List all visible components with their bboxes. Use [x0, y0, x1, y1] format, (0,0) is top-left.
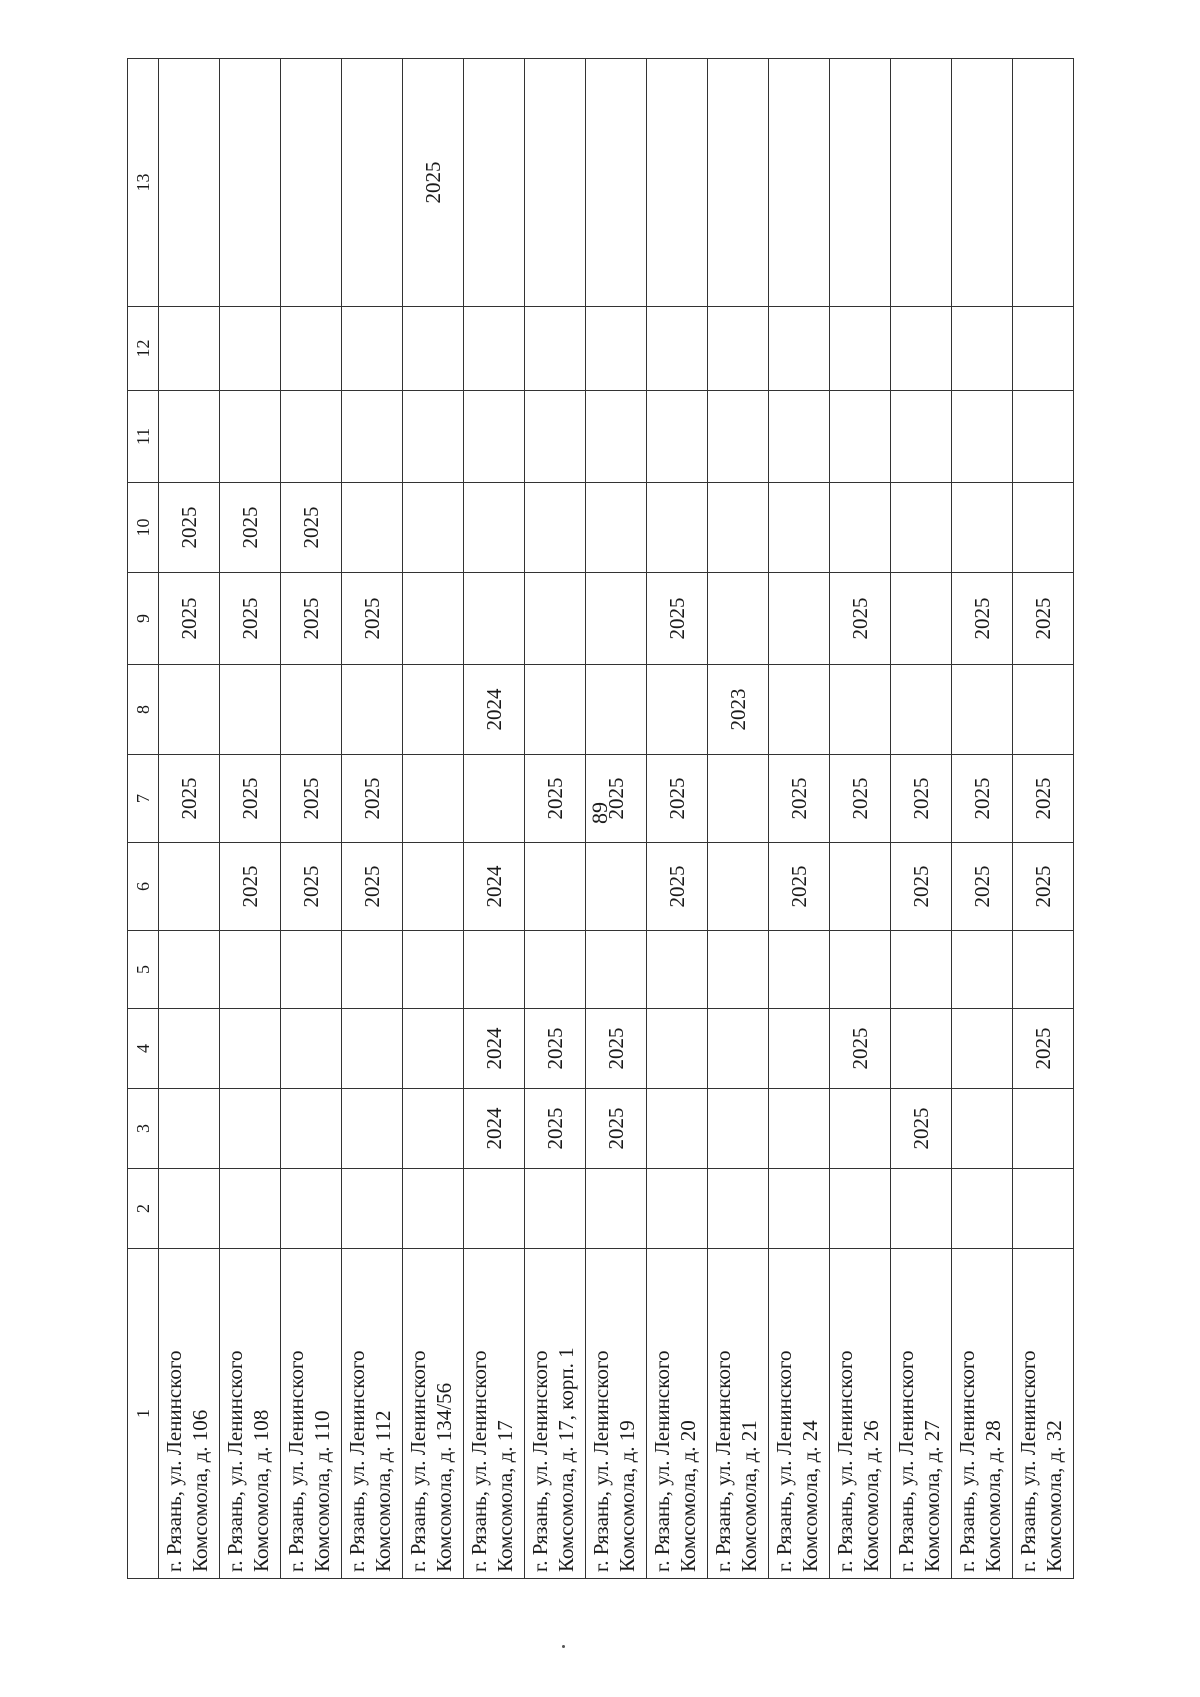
year-cell-col-3 — [281, 1089, 342, 1169]
year-cell-col-7 — [403, 755, 464, 843]
year-cell-col-2 — [1013, 1169, 1074, 1249]
header-row — [128, 59, 159, 1579]
year-cell-col-7: 2025 — [769, 755, 830, 843]
address-cell: г. Рязань, ул. Ленинского Комсомола, д. 17 — [464, 1249, 525, 1579]
address-cell: г. Рязань, ул. Ленинского Комсомола, д. 28 — [952, 1249, 1013, 1579]
year-cell-col-13 — [586, 59, 647, 307]
table-container — [127, 79, 1066, 1579]
year-cell-col-11 — [769, 391, 830, 483]
year-cell-col-8 — [891, 665, 952, 755]
year-cell-col-13 — [525, 59, 586, 307]
year-cell-col-6: 2025 — [891, 843, 952, 931]
address-cell: г. Рязань, ул. Ленинского Комсомола, д. 21 — [708, 1249, 769, 1579]
year-cell-col-2 — [403, 1169, 464, 1249]
year-cell-col-9: 2025 — [1013, 573, 1074, 665]
year-cell-col-11 — [342, 391, 403, 483]
year-cell-col-10 — [891, 483, 952, 573]
year-cell-col-12 — [220, 307, 281, 391]
year-cell-col-2 — [281, 1169, 342, 1249]
year-cell-col-8 — [952, 665, 1013, 755]
table-row — [220, 59, 281, 1579]
year-cell-col-4 — [891, 1009, 952, 1089]
year-cell-col-10 — [830, 483, 891, 573]
table-row — [647, 59, 708, 1579]
column-header-6: 6 — [128, 843, 159, 931]
year-cell-col-12 — [952, 307, 1013, 391]
year-cell-col-10: 2025 — [281, 483, 342, 573]
year-cell-col-11 — [891, 391, 952, 483]
year-cell-col-6 — [159, 843, 220, 931]
year-cell-col-6: 2025 — [952, 843, 1013, 931]
year-cell-col-11 — [159, 391, 220, 483]
year-cell-col-4 — [403, 1009, 464, 1089]
year-cell-col-13 — [830, 59, 891, 307]
year-cell-col-8 — [647, 665, 708, 755]
year-cell-col-5 — [586, 931, 647, 1009]
year-cell-col-2 — [220, 1169, 281, 1249]
year-cell-col-13: 2025 — [403, 59, 464, 307]
year-cell-col-8 — [403, 665, 464, 755]
year-cell-col-3 — [708, 1089, 769, 1169]
address-cell: г. Рязань, ул. Ленинского Комсомола, д. 20 — [647, 1249, 708, 1579]
table-row — [281, 59, 342, 1579]
year-cell-col-9: 2025 — [159, 573, 220, 665]
year-cell-col-5 — [952, 931, 1013, 1009]
year-cell-col-13 — [159, 59, 220, 307]
year-cell-col-3: 2025 — [891, 1089, 952, 1169]
year-cell-col-4 — [281, 1009, 342, 1089]
year-cell-col-2 — [708, 1169, 769, 1249]
year-cell-col-6: 2025 — [342, 843, 403, 931]
year-cell-col-13 — [708, 59, 769, 307]
year-cell-col-2 — [830, 1169, 891, 1249]
year-cell-col-5 — [342, 931, 403, 1009]
column-header-4: 4 — [128, 1009, 159, 1089]
year-cell-col-7: 2025 — [281, 755, 342, 843]
year-cell-col-8: 2023 — [708, 665, 769, 755]
year-cell-col-10 — [952, 483, 1013, 573]
year-cell-col-13 — [281, 59, 342, 307]
year-cell-col-11 — [464, 391, 525, 483]
year-cell-col-6 — [586, 843, 647, 931]
table-row — [708, 59, 769, 1579]
year-cell-col-13 — [891, 59, 952, 307]
year-cell-col-8 — [159, 665, 220, 755]
year-cell-col-2 — [952, 1169, 1013, 1249]
year-cell-col-7: 2025 — [342, 755, 403, 843]
year-cell-col-9: 2025 — [647, 573, 708, 665]
year-cell-col-8 — [525, 665, 586, 755]
year-cell-col-9 — [769, 573, 830, 665]
year-cell-col-5 — [830, 931, 891, 1009]
year-cell-col-13 — [952, 59, 1013, 307]
year-cell-col-12 — [891, 307, 952, 391]
year-cell-col-2 — [342, 1169, 403, 1249]
year-cell-col-4: 2025 — [586, 1009, 647, 1089]
address-cell: г. Рязань, ул. Ленинского Комсомола, д. 19 — [586, 1249, 647, 1579]
year-cell-col-13 — [1013, 59, 1074, 307]
address-cell: г. Рязань, ул. Ленинского Комсомола, д. 108 — [220, 1249, 281, 1579]
column-header-11: 11 — [128, 391, 159, 483]
column-header-8: 8 — [128, 665, 159, 755]
year-cell-col-11 — [525, 391, 586, 483]
year-cell-col-12 — [342, 307, 403, 391]
year-cell-col-10 — [586, 483, 647, 573]
year-cell-col-9: 2025 — [220, 573, 281, 665]
year-cell-col-12 — [1013, 307, 1074, 391]
year-cell-col-12 — [647, 307, 708, 391]
year-cell-col-11 — [952, 391, 1013, 483]
year-cell-col-9: 2025 — [281, 573, 342, 665]
year-cell-col-9: 2025 — [342, 573, 403, 665]
year-cell-col-8: 2024 — [464, 665, 525, 755]
year-cell-col-3 — [830, 1089, 891, 1169]
year-cell-col-8 — [830, 665, 891, 755]
year-cell-col-13 — [464, 59, 525, 307]
year-cell-col-9 — [525, 573, 586, 665]
table-row — [830, 59, 891, 1579]
year-cell-col-7: 2025 — [830, 755, 891, 843]
year-cell-col-4 — [159, 1009, 220, 1089]
year-cell-col-3: 2025 — [586, 1089, 647, 1169]
year-cell-col-2 — [891, 1169, 952, 1249]
year-cell-col-8 — [220, 665, 281, 755]
year-cell-col-9 — [891, 573, 952, 665]
year-cell-col-5 — [525, 931, 586, 1009]
column-header-3: 3 — [128, 1089, 159, 1169]
year-cell-col-5 — [1013, 931, 1074, 1009]
year-cell-col-10 — [647, 483, 708, 573]
year-cell-col-5 — [708, 931, 769, 1009]
year-cell-col-10 — [769, 483, 830, 573]
year-cell-col-7: 2025 — [891, 755, 952, 843]
year-cell-col-6: 2024 — [464, 843, 525, 931]
year-cell-col-6: 2025 — [1013, 843, 1074, 931]
year-cell-col-13 — [647, 59, 708, 307]
column-header-1: 1 — [128, 1249, 159, 1579]
year-cell-col-2 — [159, 1169, 220, 1249]
address-cell: г. Рязань, ул. Ленинского Комсомола, д. 17, корп. 1 — [525, 1249, 586, 1579]
year-cell-col-6: 2025 — [647, 843, 708, 931]
year-cell-col-10: 2025 — [159, 483, 220, 573]
year-cell-col-5 — [159, 931, 220, 1009]
table-row — [586, 59, 647, 1579]
year-cell-col-4 — [769, 1009, 830, 1089]
year-cell-col-6 — [830, 843, 891, 931]
year-cell-col-7: 2025 — [220, 755, 281, 843]
year-cell-col-11 — [586, 391, 647, 483]
scan-artifact-dot — [562, 1645, 565, 1648]
table-row — [342, 59, 403, 1579]
year-cell-col-2 — [525, 1169, 586, 1249]
year-cell-col-12 — [159, 307, 220, 391]
year-cell-col-3 — [1013, 1089, 1074, 1169]
year-cell-col-10 — [1013, 483, 1074, 573]
year-cell-col-7 — [464, 755, 525, 843]
year-cell-col-6: 2025 — [281, 843, 342, 931]
table-row — [1013, 59, 1074, 1579]
year-cell-col-5 — [769, 931, 830, 1009]
year-cell-col-12 — [281, 307, 342, 391]
year-cell-col-12 — [586, 307, 647, 391]
year-cell-col-7: 2025 — [647, 755, 708, 843]
year-cell-col-9 — [708, 573, 769, 665]
year-cell-col-4: 2025 — [830, 1009, 891, 1089]
address-cell: г. Рязань, ул. Ленинского Комсомола, д. 32 — [1013, 1249, 1074, 1579]
year-cell-col-12 — [525, 307, 586, 391]
year-cell-col-5 — [464, 931, 525, 1009]
year-cell-col-3 — [220, 1089, 281, 1169]
year-cell-col-4 — [342, 1009, 403, 1089]
year-cell-col-7: 2025 — [159, 755, 220, 843]
column-header-13: 13 — [128, 59, 159, 307]
year-cell-col-3 — [769, 1089, 830, 1169]
table-row — [769, 59, 830, 1579]
year-cell-col-12 — [830, 307, 891, 391]
table-row — [525, 59, 586, 1579]
column-header-7: 7 — [128, 755, 159, 843]
page-number: 89 — [587, 802, 612, 824]
year-cell-col-11 — [1013, 391, 1074, 483]
column-header-10: 10 — [128, 483, 159, 573]
year-cell-col-2 — [464, 1169, 525, 1249]
year-cell-col-6 — [708, 843, 769, 931]
year-cell-col-7 — [708, 755, 769, 843]
year-cell-col-8 — [281, 665, 342, 755]
year-cell-col-4: 2024 — [464, 1009, 525, 1089]
year-cell-col-3 — [159, 1089, 220, 1169]
column-header-2: 2 — [128, 1169, 159, 1249]
year-cell-col-13 — [220, 59, 281, 307]
year-cell-col-13 — [342, 59, 403, 307]
year-cell-col-6 — [403, 843, 464, 931]
column-header-5: 5 — [128, 931, 159, 1009]
table-body — [159, 59, 1074, 1579]
table-row — [952, 59, 1013, 1579]
year-cell-col-12 — [708, 307, 769, 391]
year-cell-col-4 — [952, 1009, 1013, 1089]
year-cell-col-3: 2024 — [464, 1089, 525, 1169]
table-row — [403, 59, 464, 1579]
column-header-12: 12 — [128, 307, 159, 391]
year-cell-col-8 — [342, 665, 403, 755]
year-cell-col-11 — [403, 391, 464, 483]
year-cell-col-2 — [647, 1169, 708, 1249]
year-cell-col-3 — [647, 1089, 708, 1169]
year-cell-col-7: 2025 — [1013, 755, 1074, 843]
year-cell-col-4 — [647, 1009, 708, 1089]
year-cell-col-9: 2025 — [952, 573, 1013, 665]
address-cell: г. Рязань, ул. Ленинского Комсомола, д. 27 — [891, 1249, 952, 1579]
address-cell: г. Рязань, ул. Ленинского Комсомола, д. 110 — [281, 1249, 342, 1579]
year-cell-col-4: 2025 — [525, 1009, 586, 1089]
year-cell-col-10: 2025 — [220, 483, 281, 573]
year-cell-col-7: 2025 — [952, 755, 1013, 843]
year-cell-col-7: 2025 — [525, 755, 586, 843]
address-cell: г. Рязань, ул. Ленинского Комсомола, д. 26 — [830, 1249, 891, 1579]
schedule-table — [127, 58, 1074, 1579]
year-cell-col-10 — [342, 483, 403, 573]
year-cell-col-5 — [220, 931, 281, 1009]
year-cell-col-4 — [708, 1009, 769, 1089]
year-cell-col-12 — [769, 307, 830, 391]
year-cell-col-7: 2025 — [586, 755, 647, 843]
table-row — [159, 59, 220, 1579]
year-cell-col-6: 2025 — [769, 843, 830, 931]
year-cell-col-12 — [403, 307, 464, 391]
year-cell-col-9 — [464, 573, 525, 665]
year-cell-col-8 — [1013, 665, 1074, 755]
year-cell-col-10 — [708, 483, 769, 573]
year-cell-col-3 — [952, 1089, 1013, 1169]
year-cell-col-2 — [769, 1169, 830, 1249]
year-cell-col-5 — [281, 931, 342, 1009]
year-cell-col-11 — [647, 391, 708, 483]
year-cell-col-5 — [647, 931, 708, 1009]
year-cell-col-9 — [586, 573, 647, 665]
address-cell: г. Рязань, ул. Ленинского Комсомола, д. 112 — [342, 1249, 403, 1579]
year-cell-col-3 — [342, 1089, 403, 1169]
address-cell: г. Рязань, ул. Ленинского Комсомола, д. 106 — [159, 1249, 220, 1579]
year-cell-col-12 — [464, 307, 525, 391]
year-cell-col-11 — [830, 391, 891, 483]
table-row — [464, 59, 525, 1579]
year-cell-col-5 — [891, 931, 952, 1009]
year-cell-col-10 — [525, 483, 586, 573]
year-cell-col-6 — [525, 843, 586, 931]
year-cell-col-11 — [281, 391, 342, 483]
address-cell: г. Рязань, ул. Ленинского Комсомола, д. 134/56 — [403, 1249, 464, 1579]
year-cell-col-10 — [403, 483, 464, 573]
year-cell-col-4 — [220, 1009, 281, 1089]
address-cell: г. Рязань, ул. Ленинского Комсомола, д. 24 — [769, 1249, 830, 1579]
year-cell-col-8 — [769, 665, 830, 755]
year-cell-col-9: 2025 — [830, 573, 891, 665]
year-cell-col-10 — [464, 483, 525, 573]
year-cell-col-3: 2025 — [525, 1089, 586, 1169]
year-cell-col-6: 2025 — [220, 843, 281, 931]
year-cell-col-11 — [708, 391, 769, 483]
column-header-9: 9 — [128, 573, 159, 665]
table-row — [891, 59, 952, 1579]
year-cell-col-2 — [586, 1169, 647, 1249]
year-cell-col-4: 2025 — [1013, 1009, 1074, 1089]
year-cell-col-13 — [769, 59, 830, 307]
year-cell-col-5 — [403, 931, 464, 1009]
year-cell-col-3 — [403, 1089, 464, 1169]
year-cell-col-11 — [220, 391, 281, 483]
year-cell-col-9 — [403, 573, 464, 665]
year-cell-col-8 — [586, 665, 647, 755]
